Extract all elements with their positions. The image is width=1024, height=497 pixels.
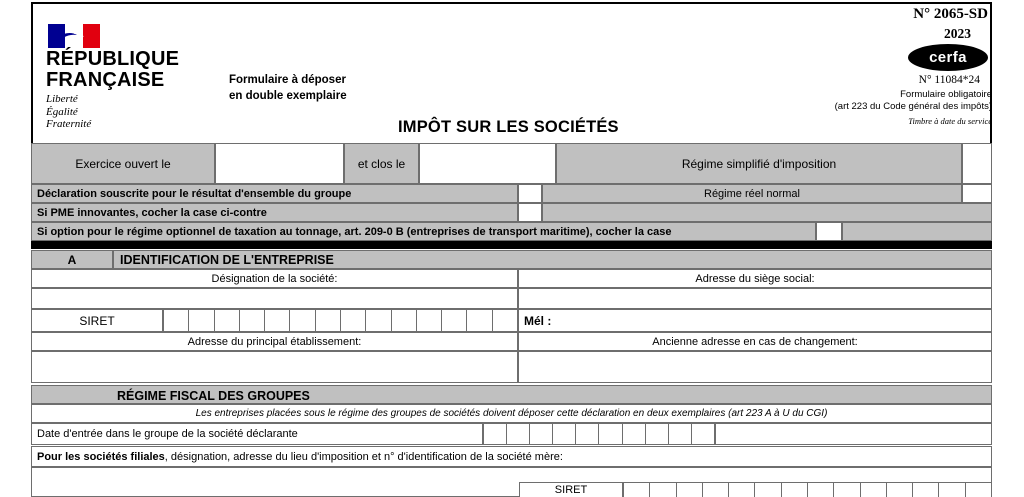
- character-cell[interactable]: [340, 310, 365, 331]
- tonnage-option-checkbox[interactable]: [816, 222, 842, 241]
- character-cell[interactable]: [289, 310, 314, 331]
- cerfa-label: cerfa: [929, 49, 967, 66]
- character-cell[interactable]: [645, 424, 668, 444]
- siret-cells-container[interactable]: [163, 309, 518, 332]
- tonnage-row-filler: [842, 222, 992, 241]
- societes-filiales-label: Pour les sociétés filiales , désignation, adresse du lieu d'imposition et n° d'identification de la société mère:: [31, 446, 992, 467]
- character-cell[interactable]: [807, 483, 833, 497]
- form-year: 2023: [944, 26, 971, 41]
- section-a-letter: A: [31, 250, 113, 269]
- date-entree-filler: [715, 423, 992, 445]
- legal-reference: (art 223 du Code général des impôts): [834, 101, 992, 112]
- character-cell[interactable]: [466, 310, 491, 331]
- character-cell[interactable]: [575, 424, 598, 444]
- mother-siret-label: SIRET: [519, 482, 623, 497]
- adresse-siege-input[interactable]: [518, 288, 992, 309]
- character-cell[interactable]: [728, 483, 754, 497]
- motto-egalite: Égalité: [46, 105, 78, 118]
- motto-liberte: Liberté: [46, 93, 78, 105]
- date-entree-cells[interactable]: [484, 424, 714, 444]
- section-separator-bar: [31, 241, 992, 249]
- designation-societe-label: Désignation de la société:: [31, 269, 518, 288]
- regime-groupes-header: RÉGIME FISCAL DES GROUPES: [31, 385, 992, 404]
- character-cell[interactable]: [264, 310, 289, 331]
- republique-francaise-title: [46, 49, 179, 90]
- cerfa-logo: [908, 44, 988, 71]
- republique-line: RÉPUBLIQUE: [46, 48, 180, 70]
- character-cell[interactable]: [860, 483, 886, 497]
- date-entree-groupe-label: Date d'entrée dans le groupe de la société déclarante: [31, 423, 483, 445]
- regime-reel-label: Régime réel normal: [542, 184, 962, 203]
- character-cell[interactable]: [391, 310, 416, 331]
- tonnage-option-label: Si option pour le régime optionnel de taxation au tonnage, art. 209-0 B (entreprises de transport maritime), cocher la case: [31, 222, 816, 241]
- mandatory-note: Formulaire obligatoire: [900, 89, 992, 100]
- character-cell[interactable]: [506, 424, 529, 444]
- page-title: IMPÔT SUR LES SOCIÉTÉS: [398, 118, 619, 136]
- character-cell[interactable]: [781, 483, 807, 497]
- mother-siret-cells-container[interactable]: [623, 482, 992, 497]
- motto-fraternite: Fraternité: [46, 118, 92, 130]
- adresse-etablissement-label: Adresse du principal établissement:: [31, 332, 518, 351]
- character-cell[interactable]: [441, 310, 466, 331]
- adresse-etablissement-input[interactable]: [31, 351, 518, 383]
- stamp-note: Timbre à date du service: [908, 116, 992, 126]
- cerfa-number: N° 11084*24: [918, 74, 980, 86]
- marianne-swoosh-icon: [56, 31, 90, 42]
- character-cell[interactable]: [886, 483, 912, 497]
- character-cell[interactable]: [315, 310, 340, 331]
- et-clos-le-input[interactable]: [419, 143, 556, 184]
- character-cell[interactable]: [188, 310, 213, 331]
- french-flag-icon: [48, 24, 100, 48]
- pme-innovantes-label: Si PME innovantes, cocher la case ci-contre: [31, 203, 518, 222]
- deposit-line-1: Formulaire à déposer: [229, 74, 346, 86]
- character-cell[interactable]: [552, 424, 575, 444]
- mel-field[interactable]: Mél :: [518, 309, 992, 332]
- character-cell[interactable]: [622, 424, 645, 444]
- declaration-groupe-checkbox[interactable]: [518, 184, 542, 203]
- ancienne-adresse-input[interactable]: [518, 351, 992, 383]
- section-a-title: IDENTIFICATION DE L'ENTREPRISE: [113, 250, 992, 269]
- character-cell[interactable]: [965, 483, 991, 497]
- character-cell[interactable]: [529, 424, 552, 444]
- date-entree-cells-container[interactable]: [483, 423, 715, 445]
- character-cell[interactable]: [691, 424, 714, 444]
- character-cell[interactable]: [484, 424, 506, 444]
- exercice-ouvert-input[interactable]: [215, 143, 344, 184]
- siret-label: SIRET: [31, 309, 163, 332]
- designation-societe-input[interactable]: [31, 288, 518, 309]
- character-cell[interactable]: [416, 310, 441, 331]
- character-cell[interactable]: [676, 483, 702, 497]
- character-cell[interactable]: [702, 483, 728, 497]
- pme-innovantes-checkbox[interactable]: [518, 203, 542, 222]
- character-cell[interactable]: [754, 483, 780, 497]
- et-clos-le-label: et clos le: [344, 143, 419, 184]
- character-cell[interactable]: [624, 483, 649, 497]
- header-top-rule: [31, 2, 992, 4]
- header-left-rule: [31, 2, 33, 144]
- character-cell[interactable]: [833, 483, 859, 497]
- declaration-groupe-label: Déclaration souscrite pour le résultat d'ensemble du groupe: [31, 184, 518, 203]
- form-number: N° 2065-SD: [913, 6, 988, 22]
- pme-row-filler: [542, 203, 992, 222]
- exercice-ouvert-label: Exercice ouvert le: [31, 143, 215, 184]
- ancienne-adresse-label: Ancienne adresse en cas de changement:: [518, 332, 992, 351]
- regime-reel-checkbox[interactable]: [962, 184, 992, 203]
- character-cell[interactable]: [938, 483, 964, 497]
- mother-siret-cells[interactable]: [624, 483, 991, 497]
- character-cell[interactable]: [239, 310, 264, 331]
- character-cell[interactable]: [649, 483, 675, 497]
- character-cell[interactable]: [164, 310, 188, 331]
- regime-simplifie-checkbox[interactable]: [962, 143, 992, 184]
- character-cell[interactable]: [912, 483, 938, 497]
- character-cell[interactable]: [214, 310, 239, 331]
- francaise-line: FRANÇAISE: [46, 69, 165, 91]
- deposit-instruction: [229, 72, 347, 104]
- regime-groupes-note: Les entreprises placées sous le régime des groupes de sociétés doivent déposer cette déclaration en deux exemplaires (art 223 A à U du CGI): [31, 404, 992, 423]
- deposit-line-2: en double exemplaire: [229, 90, 347, 102]
- regime-simplifie-label: Régime simplifié d'imposition: [556, 143, 962, 184]
- devise-block: [46, 93, 91, 131]
- character-cell[interactable]: [668, 424, 691, 444]
- siret-cells[interactable]: [164, 310, 517, 331]
- character-cell[interactable]: [365, 310, 390, 331]
- character-cell[interactable]: [598, 424, 621, 444]
- character-cell[interactable]: [492, 310, 517, 331]
- adresse-siege-label: Adresse du siège social:: [518, 269, 992, 288]
